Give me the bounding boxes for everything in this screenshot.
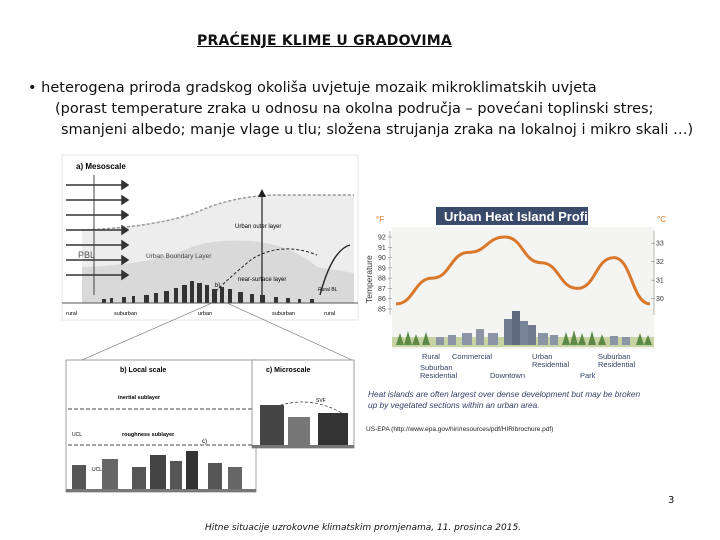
uhi-title: Urban Heat Island Profile (444, 209, 599, 224)
urban-boundary-layer-label: Urban Boundary Layer (146, 253, 212, 260)
uhi-profile-figure (366, 193, 666, 441)
uhi-caption-line2: up by vegetated sections within an urban area. (368, 400, 540, 410)
c-tick-31: 31 (656, 277, 664, 285)
ucl-label-local-2: UCL (92, 467, 103, 473)
page-number: 3 (668, 495, 675, 506)
unit-c: °C (657, 215, 666, 224)
local-ground (66, 489, 256, 492)
urban-scales-figure (62, 155, 358, 498)
zone-downtown: Downtown (490, 371, 526, 380)
micro-ground (252, 445, 354, 448)
f-tick-92: 92 (378, 234, 386, 242)
c-tick-32: 32 (656, 259, 664, 267)
urban-outer-layer-label: Urban outer layer (235, 224, 282, 230)
c-tick-33: 33 (656, 240, 664, 248)
roughness-sublayer-label: roughness sublayer (122, 432, 175, 438)
ground-label-rural-left: rural (66, 311, 78, 317)
y-axis-label: Temperature (364, 255, 374, 303)
ground-label-rural-right: rural (324, 311, 336, 317)
mesoscale-label: a) Mesoscale (76, 162, 126, 171)
zone-rural: Rural (422, 352, 440, 361)
ground-label-suburban-left: suburban (114, 311, 137, 317)
f-tick-87: 87 (378, 285, 386, 293)
f-tick-86: 86 (378, 296, 386, 304)
c-tick-30: 30 (656, 296, 664, 304)
microscale-label: c) Microscale (266, 367, 311, 374)
f-tick-91: 91 (378, 244, 386, 252)
zone-park: Park (580, 371, 596, 380)
inertial-sublayer-label: inertial sublayer (118, 395, 161, 401)
zone-suburban-residential-left: Suburban Residential (420, 363, 458, 380)
ground-label-suburban-right: suburban (272, 311, 295, 317)
bullet-line-2: (porast temperature zraka u odnosu na okolna područja – povećani toplinski stres; (55, 101, 654, 117)
zone-urban-residential-line2: Residential (532, 360, 570, 369)
bullet-paragraph (28, 78, 708, 141)
bullet-line-3: smanjeni albedo; manje vlage u tlu; složena strujanja zraka na lokalnoj i mikro skali …) (61, 122, 694, 138)
svf-label: SVF (316, 398, 326, 404)
rural-bl-label: Rural BL (318, 287, 338, 293)
c-marker: c) (202, 439, 207, 445)
zone-urban-residential-line1: Urban (532, 352, 553, 361)
b-marker: b) (215, 283, 221, 289)
f-tick-85: 85 (378, 306, 386, 314)
ucl-label-local: UCL (72, 432, 83, 438)
unit-f: °F (376, 215, 385, 224)
footer-text: Hitne situacije uzrokovne klimatskim promjenama, 11. prosinca 2015. (205, 523, 522, 533)
uhi-source: US-EPA (http://www.epa.gov/hiri/resources/pdf/HIRIbrochure.pdf) (366, 426, 554, 433)
near-surface-layer-label: near-surface layer (238, 277, 287, 283)
f-tick-90: 90 (378, 255, 386, 263)
bullet-line-1: heterogena priroda gradskog okoliša uvjetuje mozaik mikroklimatskih uvjeta (41, 80, 597, 96)
f-tick-89: 89 (378, 265, 386, 273)
uhi-caption-line1: Heat islands are often largest over dense development but may be broken (368, 389, 641, 399)
zone-commercial: Commercial (452, 352, 493, 361)
zone-suburban-residential-right: Suburban Residential (598, 352, 636, 369)
page-title: PRAĆENJE KLIME U GRADOVIMA (197, 33, 452, 49)
pbl-label: PBL (78, 250, 96, 260)
bullet-marker: • (28, 80, 37, 96)
local-scale-label: b) Local scale (120, 367, 167, 374)
ground-label-urban: urban (198, 311, 213, 317)
f-tick-88: 88 (378, 275, 386, 283)
